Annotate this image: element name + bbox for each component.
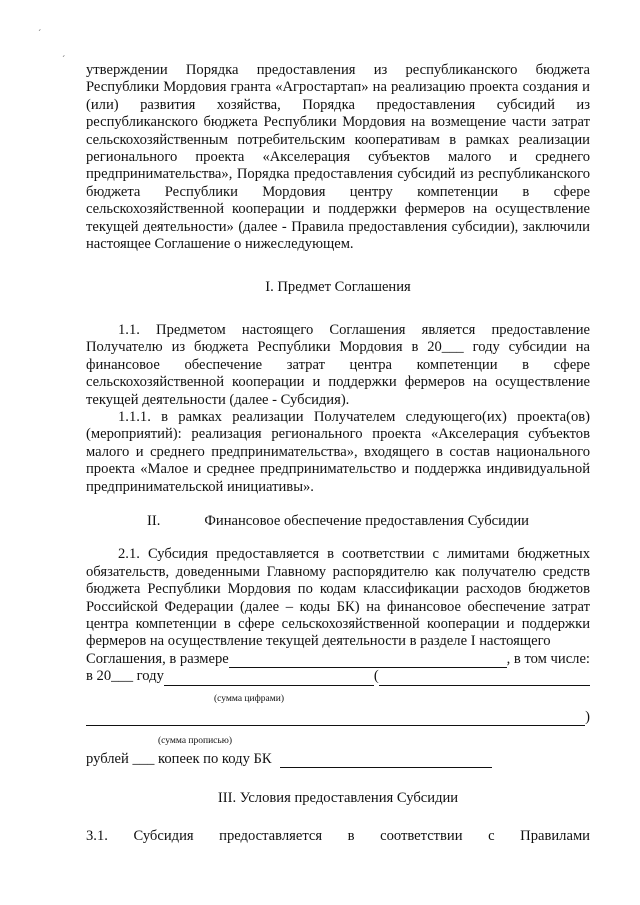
word: соответствии bbox=[380, 827, 463, 844]
sum-words-blank[interactable] bbox=[86, 711, 585, 726]
clause-1-1-1: 1.1.1. в рамках реализации Получателем следующего(их) проекта(ов) (мероприятий): реализация регионального проекта «Акселерация субъектов малого и среднего предпринимательства», входящего в состав национального проекта «Малое и среднее предпринимательство и поддержка индивидуальной предпринимательской инициативы». bbox=[86, 408, 590, 495]
sum-words-line bbox=[86, 709, 590, 726]
amount-suffix: , в том числе: bbox=[506, 650, 590, 667]
section-2-number: II. bbox=[147, 512, 161, 529]
section-1-heading: I. Предмет Соглашения bbox=[265, 279, 411, 296]
hint-sum-figures: (сумма цифрами) bbox=[214, 693, 284, 704]
year-line bbox=[86, 668, 590, 685]
section-2-heading bbox=[86, 513, 590, 530]
paren-open: ( bbox=[373, 668, 379, 685]
scan-speck: ˊ bbox=[38, 29, 42, 40]
year-amount-figures-blank[interactable] bbox=[164, 671, 374, 686]
word: в bbox=[347, 827, 355, 844]
section-3-heading: III. Условия предоставления Субсидии bbox=[217, 790, 459, 807]
word: с bbox=[488, 827, 495, 844]
scan-speck: ˊ bbox=[62, 55, 66, 66]
hint-sum-words: (сумма прописью) bbox=[158, 736, 232, 746]
word: Субсидия bbox=[133, 827, 194, 844]
bk-code-blank[interactable] bbox=[280, 753, 492, 768]
clause-1-1: 1.1. Предметом настоящего Соглашения является предоставление Получателю из бюджета Республики Мордовия в 20___ году субсидии на финансовое обеспечение затрат центра компетенции в сфере сельскохозяйственной кооперации и поддержки фермеров на осуществление текущей деятельности (далее - Субсидия). bbox=[86, 321, 590, 408]
word: 3.1. bbox=[86, 827, 108, 844]
intro-paragraph: утверждении Порядка предоставления из республиканского бюджета Республики Мордовия гранта «Агростартап» на реализацию проекта создания и (или) развития хозяйства, Порядка предоставления субсидий из республиканского бюджета Республики Мордовия на возмещение части затрат сельскохозяйственным потребительским кооперативам в рамках реализации регионального проекта «Акселерация субъектов малого и среднего предпринимательства», Порядка предоставления субсидий из республиканского бюджета Республики Мордовия центру компетенции в сфере сельскохозяйственной кооперации и поддержки фермеров на осуществление текущей деятельности» (далее - Правила предоставления субсидии), заключили настоящее Соглашение о нижеследующем. bbox=[86, 62, 590, 253]
rub-text: рублей ___ копеек по коду БК bbox=[86, 751, 272, 767]
year-amount-figures-blank-2[interactable] bbox=[379, 671, 590, 686]
amount-prefix: Соглашения, в размере bbox=[86, 650, 229, 667]
year-prefix: в 20___ году bbox=[86, 668, 164, 685]
word: Правилами bbox=[520, 827, 590, 844]
document-page bbox=[86, 62, 590, 845]
amount-line bbox=[86, 651, 590, 668]
clause-3-1-line bbox=[86, 828, 590, 845]
amount-blank[interactable] bbox=[229, 653, 507, 668]
section-2-title: Финансовое обеспечение предоставления Субсидии bbox=[204, 512, 529, 529]
rub-line bbox=[86, 751, 590, 768]
paren-close: ) bbox=[585, 708, 590, 725]
clause-2-1: 2.1. Субсидия предоставляется в соответствии с лимитами бюджетных обязательств, доведенными Главному распорядителю как получателю средств бюджета Республики Мордовия по кодам классификации расходов бюджетов Российской Федерации (далее – коды БК) на финансовое обеспечение затрат центра компетенции в сфере сельскохозяйственной кооперации и поддержки фермеров на осуществление текущей деятельности в разделе I настоящего bbox=[86, 546, 590, 650]
word: предоставляется bbox=[219, 827, 323, 844]
